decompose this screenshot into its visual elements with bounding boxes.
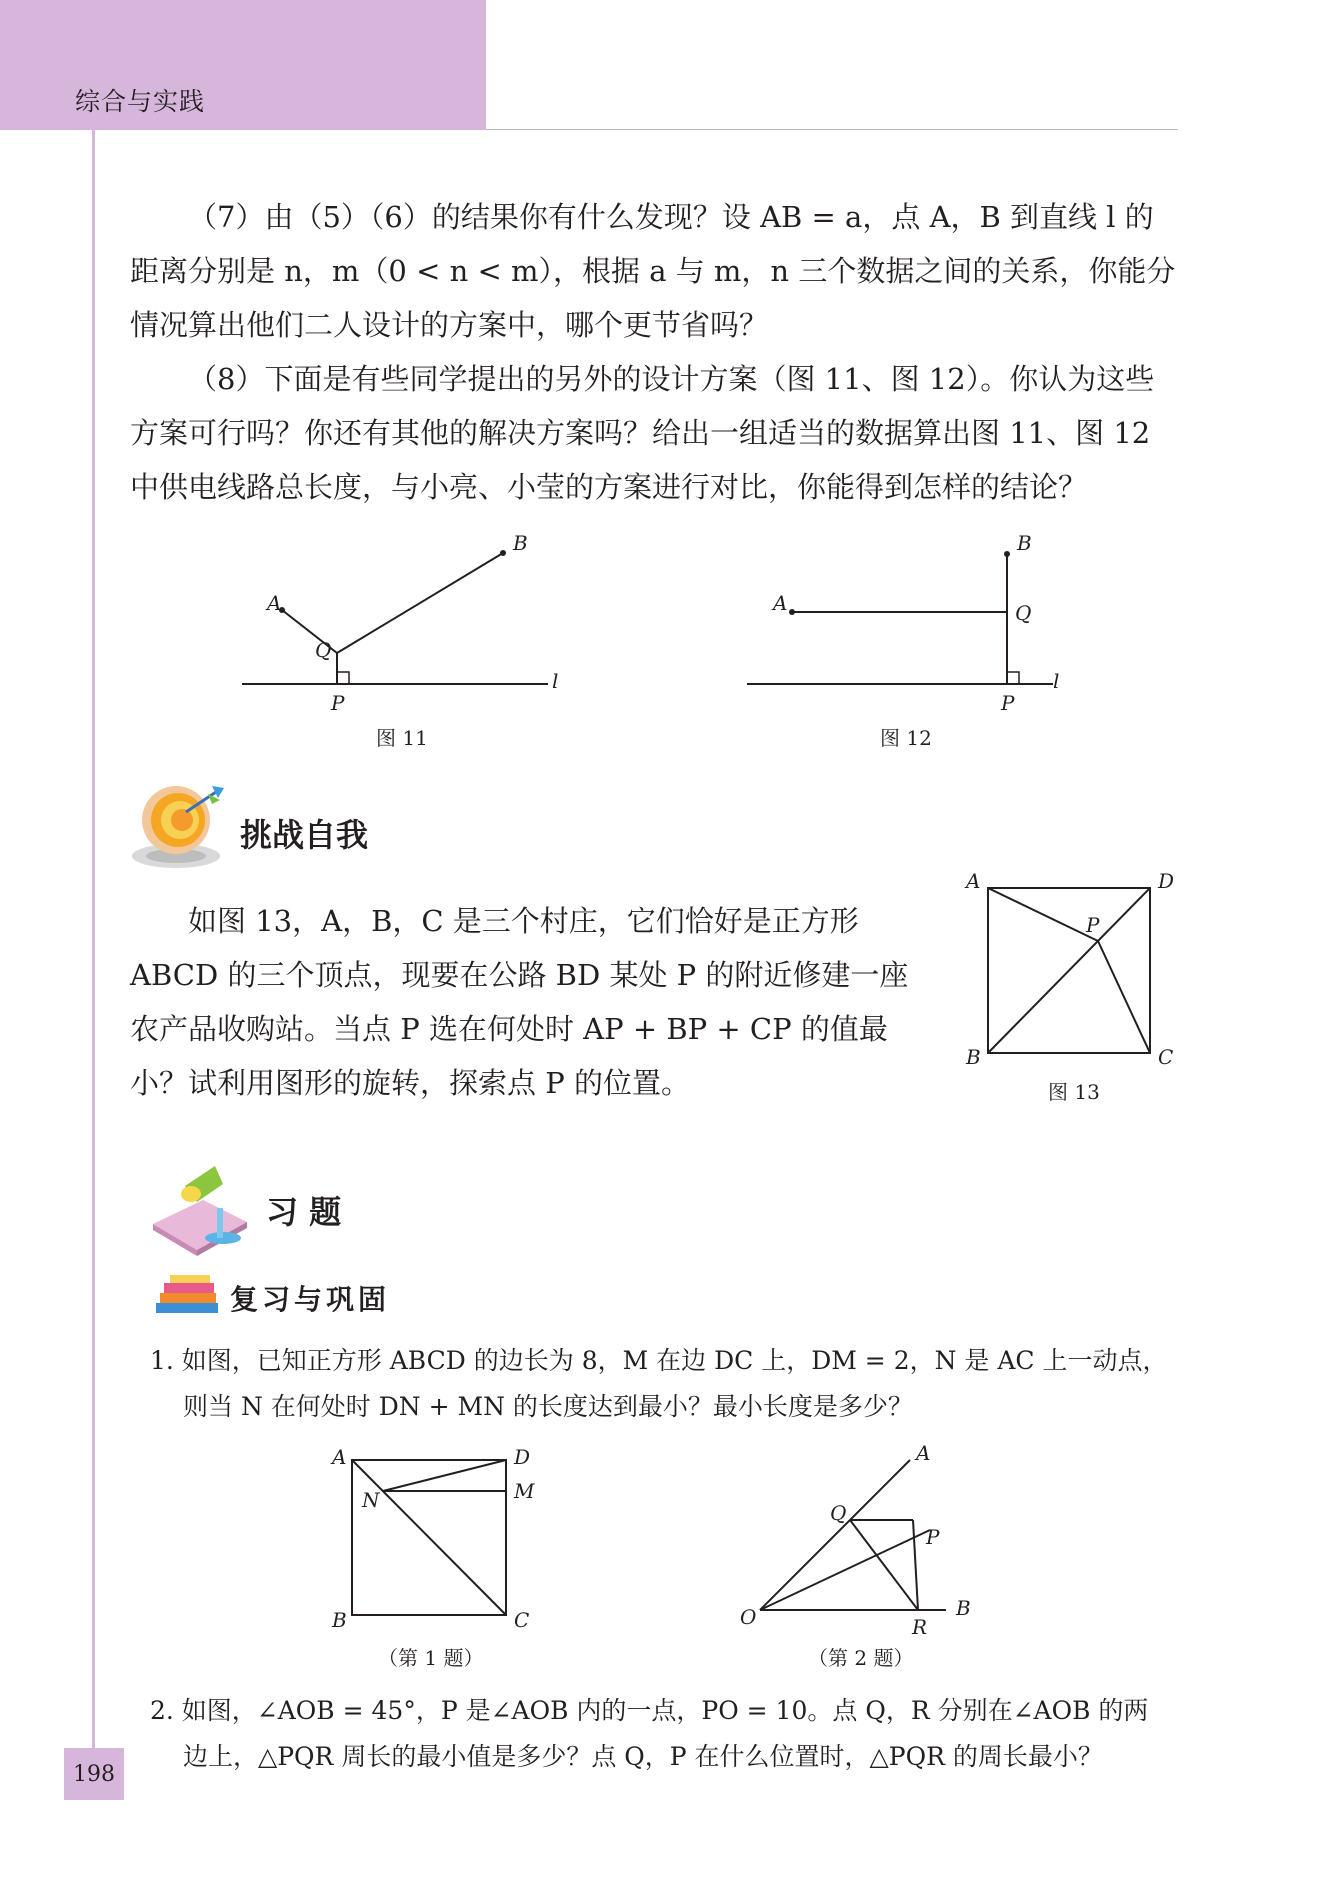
- paragraph-8: （8）下面是有些同学提出的另外的设计方案（图 11、图 12）。你认为这些方案可行吗？你还有其他的解决方案吗？给出一组适当的数据算出图 11、图 12 中供电线路总长度，与小亮、小莹的方案进行对比，你能得到怎样的结论？: [130, 362, 1155, 504]
- exercise-1-caption: （第 1 题）: [378, 1646, 484, 1670]
- label-C: C: [1158, 1045, 1174, 1069]
- exercises-subtitle: 复习与巩固: [230, 1283, 391, 1316]
- fig11-caption: 图 11: [376, 726, 428, 750]
- challenge-body: [130, 894, 930, 1110]
- diagonal-AC: [352, 1460, 506, 1615]
- label-A: A: [916, 1441, 931, 1465]
- label-B: B: [956, 1596, 971, 1620]
- segment-QR: [850, 1520, 918, 1610]
- margin-rule: [92, 130, 95, 1790]
- label-Q: Q: [315, 638, 332, 662]
- figure-11: [230, 520, 580, 750]
- exercise-2-figure: [730, 1440, 990, 1640]
- page-number: 198: [64, 1748, 124, 1800]
- label-A: A: [773, 591, 788, 615]
- segment-AP: [988, 888, 1098, 941]
- desk-lamp-book-icon: [145, 1158, 255, 1258]
- label-B: B: [966, 1045, 981, 1069]
- right-angle-mark: [337, 672, 349, 684]
- fig12-caption: 图 12: [880, 726, 932, 750]
- point-B: [1004, 551, 1010, 557]
- label-P: P: [1086, 913, 1100, 937]
- label-P: P: [331, 691, 345, 715]
- label-D: D: [1158, 869, 1175, 893]
- label-P: P: [1001, 691, 1015, 715]
- exercise-2: [150, 1688, 1170, 1780]
- label-P: P: [926, 1525, 940, 1549]
- label-A: A: [332, 1445, 347, 1469]
- label-N: N: [362, 1488, 380, 1512]
- body-text: [130, 190, 1180, 514]
- segment-ND: [383, 1460, 506, 1491]
- label-R: R: [912, 1615, 928, 1639]
- paragraph-7: （7）由（5）（6）的结果你有什么发现？设 AB = a，点 A，B 到直线 l 的距离分别是 n，m（0 < n < m），根据 a 与 m，n 三个数据之间的关系，你能分情况算出他们二人设计的方案中，哪个更节省吗？: [130, 200, 1176, 342]
- segment-PR: [913, 1520, 918, 1610]
- section-title-header: 综合与实践: [75, 87, 206, 116]
- label-B: B: [332, 1608, 347, 1632]
- figure-12: [735, 520, 1085, 750]
- target-dart-icon: [128, 778, 228, 874]
- label-C: C: [514, 1608, 530, 1632]
- label-B: B: [513, 531, 528, 555]
- exercise-2-text: 2. 如图，∠AOB = 45°，P 是∠AOB 内的一点，PO = 10。点 Q，R 分别在∠AOB 的两边上，△PQR 周长的最小值是多少？点 Q，P 在什么位置时，△PQR 的周长最小？: [150, 1696, 1149, 1771]
- label-O: O: [740, 1605, 757, 1629]
- fig13-caption: 图 13: [1048, 1080, 1100, 1104]
- diagonal-BD: [988, 888, 1150, 1053]
- label-M: M: [514, 1479, 535, 1503]
- figure-13: [958, 868, 1188, 1098]
- ray-OA: [760, 1460, 910, 1610]
- challenge-title: 挑战自我: [240, 816, 369, 854]
- exercise-1-figure: [320, 1440, 550, 1640]
- label-D: D: [514, 1445, 531, 1469]
- label-B: B: [1017, 531, 1032, 555]
- segment-OP: [760, 1530, 930, 1610]
- header-tab: [0, 0, 486, 130]
- exercises-title: 习 题: [266, 1193, 342, 1231]
- label-Q: Q: [1015, 601, 1032, 625]
- point-B: [500, 550, 506, 556]
- label-l: l: [552, 669, 559, 693]
- header-divider: [486, 129, 1178, 130]
- exercise-2-caption: （第 2 题）: [808, 1646, 914, 1670]
- book-stack-icon: [150, 1273, 226, 1321]
- label-A: A: [966, 869, 981, 893]
- exercise-1: [150, 1338, 1170, 1430]
- label-A: A: [267, 591, 282, 615]
- label-Q: Q: [830, 1501, 847, 1525]
- segment-QB: [337, 553, 503, 653]
- right-angle-mark: [1007, 672, 1019, 684]
- exercise-1-text: 1. 如图，已知正方形 ABCD 的边长为 8，M 在边 DC 上，DM = 2，N 是 AC 上一动点，则当 N 在何处时 DN + MN 的长度达到最小？最小长度是多少？: [150, 1346, 1168, 1421]
- segment-PC: [1098, 941, 1150, 1053]
- label-l: l: [1053, 669, 1060, 693]
- challenge-paragraph: 如图 13，A，B，C 是三个村庄，它们恰好是正方形 ABCD 的三个顶点，现要在公路 BD 某处 P 的附近修建一座农产品收购站。当点 P 选在何处时 AP + BP + CP 的值最小？试利用图形的旋转，探索点 P 的位置。: [130, 904, 909, 1100]
- point-A: [789, 609, 795, 615]
